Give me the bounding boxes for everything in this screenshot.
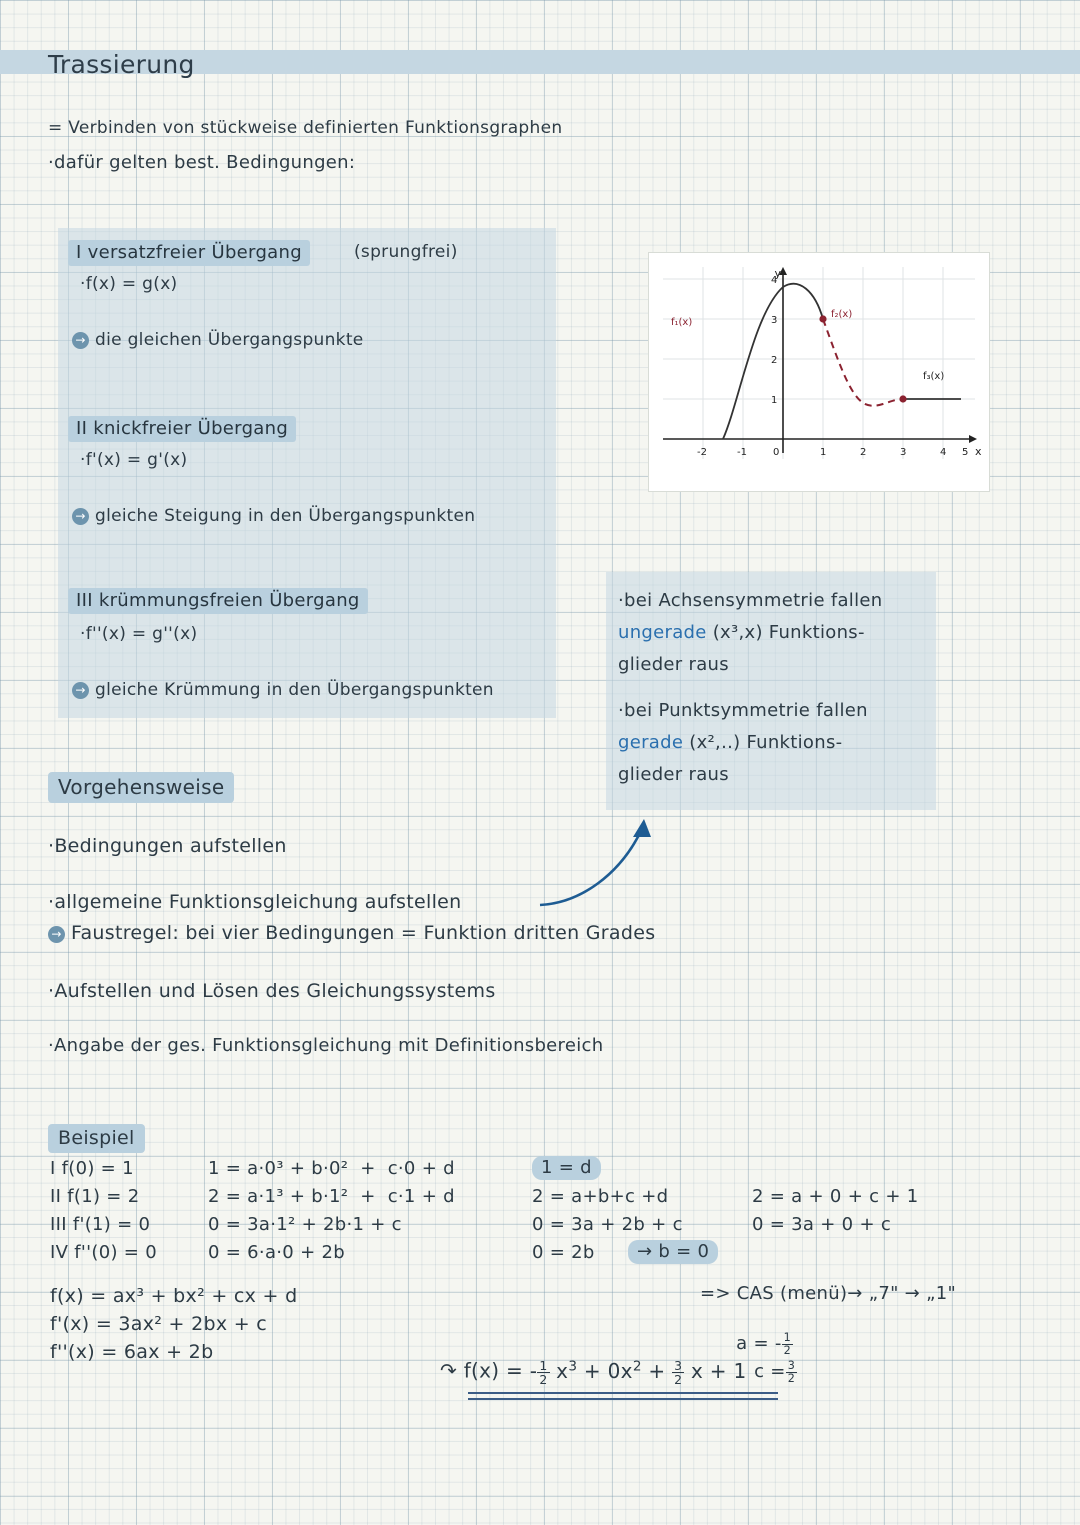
example-simplified-1-highlight: 1 = d (532, 1156, 601, 1180)
example-condition-1: I f(0) = 1 (50, 1158, 134, 1179)
svg-text:-1: -1 (737, 447, 747, 458)
svg-text:4: 4 (771, 275, 778, 286)
svg-text:1: 1 (820, 447, 827, 458)
arrow-bullet-icon: → (72, 508, 89, 525)
arrow-bullet-icon: → (72, 332, 89, 349)
vorgehensweise-step-4: ·Aufstellen und Lösen des Gleichungssystems (48, 980, 496, 1002)
svg-text:f₁(x): f₁(x) (671, 317, 693, 328)
symmetry-ungerade-word: ungerade (618, 622, 707, 643)
vorgehensweise-step-3: → Faustregel: bei vier Bedingungen = Funktion dritten Grades (48, 922, 655, 944)
svg-text:x: x (975, 445, 982, 458)
svg-text:f₃(x): f₃(x) (923, 371, 945, 382)
graph-svg (649, 253, 989, 491)
condition-2-heading: II knickfreier Übergang (68, 416, 296, 442)
example-equation-4: 0 = 6·a·0 + 2b (208, 1242, 345, 1263)
arrow-bullet-icon: → (72, 682, 89, 699)
svg-text:5: 5 (962, 447, 969, 458)
svg-text:-2: -2 (697, 447, 707, 458)
symmetry-line-3: glieder raus (618, 654, 729, 675)
symmetry-line-2 (618, 622, 865, 643)
svg-text:4: 4 (940, 447, 947, 458)
example-simplified-3: 0 = 3a + 2b + c (532, 1214, 683, 1235)
symmetry-line-2-rest: (x³,x) Funktions- (712, 622, 865, 643)
example-substituted-1: 2 = a + 0 + c + 1 (752, 1186, 919, 1207)
example-c-value: c = $\frac{3}{2}$ (754, 1359, 796, 1385)
example-equation-1: 1 = a·0³ + b·0² + c·0 + d (208, 1158, 455, 1179)
svg-text:f₂(x): f₂(x) (831, 309, 853, 320)
svg-text:2: 2 (860, 447, 867, 458)
example-a-value: a = - $\frac{1}{2}$ (736, 1331, 792, 1357)
svg-text:0: 0 (773, 447, 780, 458)
intro-definition: = Verbinden von stückweise definierten Funktionsgraphen (48, 118, 563, 138)
example-final-result: ↷ f(x) = - $\frac{1}{2}$ $x^3 + 0x^2$ + $\frac{3}{2}$ x + 1 (440, 1357, 747, 1387)
condition-2-formula: ·f'(x) = g'(x) (80, 450, 188, 470)
example-b-result-highlight: → b = 0 (628, 1240, 718, 1264)
result-underline-2 (468, 1398, 778, 1400)
beispiel-heading: Beispiel (48, 1124, 145, 1153)
example-cas-line: => CAS (menü)→ „7" → „1" (700, 1283, 957, 1304)
condition-3-consequence: → gleiche Krümmung in den Übergangspunkten (72, 680, 494, 700)
result-underline-1 (468, 1392, 778, 1394)
vorgehensweise-step-5: ·Angabe der ges. Funktionsgleichung mit Definitionsbereich (48, 1035, 604, 1056)
example-condition-2: II f(1) = 2 (50, 1186, 140, 1207)
curved-arrow-icon (520, 805, 670, 915)
svg-text:y: y (774, 267, 781, 280)
condition-3-heading: III krümmungsfreien Übergang (68, 588, 368, 614)
example-equation-3: 0 = 3a·1² + 2b·1 + c (208, 1214, 402, 1235)
svg-text:1: 1 (771, 395, 778, 406)
symmetry-line-5 (618, 732, 842, 753)
symmetry-line-6: glieder raus (618, 764, 729, 785)
final-result-expression: - $\frac{1}{2}$ $x^3 + 0x^2$ + $\frac{3}{2}$ x + 1 (529, 1357, 747, 1387)
c-fraction: $\frac{3}{2}$ (787, 1359, 796, 1385)
function-graph-figure (648, 252, 990, 492)
page-title: Trassierung (48, 50, 195, 79)
example-function-f: f(x) = ax³ + bx² + cx + d (50, 1285, 298, 1307)
a-fraction: $\frac{1}{2}$ (783, 1331, 792, 1357)
condition-1-consequence: → die gleichen Übergangspunkte (72, 330, 364, 350)
conditions-panel (58, 228, 556, 718)
svg-text:2: 2 (771, 355, 778, 366)
symmetry-line-4: ·bei Punktsymmetrie fallen (618, 700, 868, 721)
example-simplified-2: 2 = a+b+c +d (532, 1186, 669, 1207)
example-function-f-double-prime: f''(x) = 6ax + 2b (50, 1341, 214, 1363)
example-condition-4: IV f''(0) = 0 (50, 1242, 157, 1263)
example-condition-3: III f'(1) = 0 (50, 1214, 151, 1235)
example-simplified-4: 0 = 2b (532, 1242, 595, 1263)
symmetry-line-5-rest: (x²,..) Funktions- (689, 732, 843, 753)
svg-text:3: 3 (771, 315, 778, 326)
vorgehensweise-step-2: ·allgemeine Funktionsgleichung aufstellen (48, 891, 462, 913)
symmetry-panel (606, 572, 936, 810)
vorgehensweise-step-1: ·Bedingungen aufstellen (48, 835, 287, 857)
arrow-bullet-icon: → (48, 926, 65, 943)
condition-2-consequence: → gleiche Steigung in den Übergangspunkten (72, 506, 475, 526)
condition-1-note: (sprungfrei) (354, 242, 458, 262)
condition-3-formula: ·f''(x) = g''(x) (80, 624, 198, 644)
condition-1-formula: ·f(x) = g(x) (80, 274, 178, 294)
vorgehensweise-heading: Vorgehensweise (48, 772, 234, 803)
example-function-f-prime: f'(x) = 3ax² + 2bx + c (50, 1313, 268, 1335)
intro-conditions-note: ·dafür gelten best. Bedingungen: (48, 152, 356, 173)
example-substituted-2: 0 = 3a + 0 + c (752, 1214, 892, 1235)
symmetry-gerade-word: gerade (618, 732, 684, 753)
svg-text:3: 3 (900, 447, 907, 458)
example-equation-2: 2 = a·1³ + b·1² + c·1 + d (208, 1186, 455, 1207)
symmetry-line-1: ·bei Achsensymmetrie fallen (618, 590, 883, 611)
condition-1-heading: I versatzfreier Übergang (68, 240, 310, 266)
